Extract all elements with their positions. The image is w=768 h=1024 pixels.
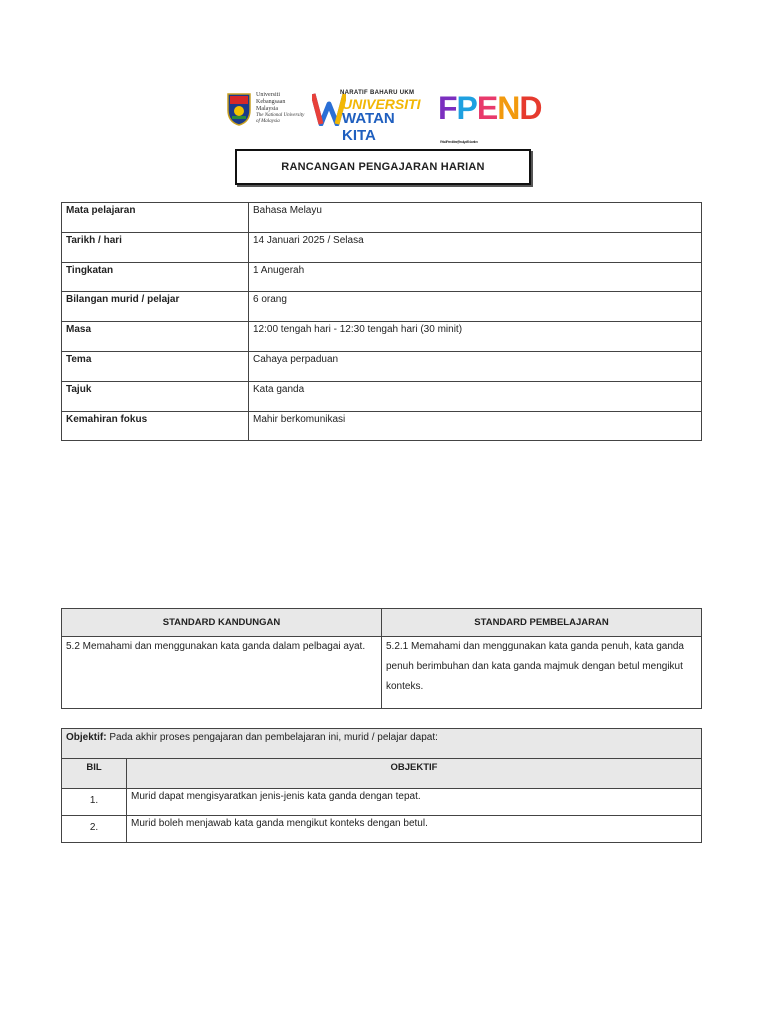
table-row: Tema Cahaya perpaduan <box>62 351 702 381</box>
watan-kita-text: WATAN KITA <box>342 110 395 144</box>
objectives-intro: Objektif: Pada akhir proses pengajaran dan pembelajaran ini, murid / pelajar dapat: <box>62 729 702 759</box>
lesson-info-table <box>61 202 702 441</box>
standard-pembelajaran-text: 5.2.1 Memahami dan menggunakan kata ganda penuh, kata ganda penuh berimbuhan dan kata ganda majmuk dengan betul mengikut konteks. <box>382 637 702 709</box>
table-row: Masa 12:00 tengah hari - 12:30 tengah hari (30 minit) <box>62 322 702 352</box>
table-row: 2. Murid boleh menjawab kata ganda mengikut konteks dengan betul. <box>62 816 702 843</box>
table-row: Mata pelajaran Bahasa Melayu <box>62 203 702 233</box>
standards-table <box>61 608 702 709</box>
ukm-wordmark: Universiti Kebangsaan Malaysia The National University of Malaysia <box>256 91 305 124</box>
header-standard-pembelajaran: STANDARD PEMBELAJARAN <box>382 609 702 637</box>
table-row: Kemahiran fokus Mahir berkomunikasi <box>62 411 702 441</box>
w-mark-icon <box>312 92 346 126</box>
table-row: 1. Murid dapat mengisyaratkan jenis-jenis kata ganda dengan tepat. <box>62 789 702 816</box>
watan-universiti: UNIVERSITI <box>342 96 421 112</box>
page-title: RANCANGAN PENGAJARAN HARIAN <box>235 149 531 185</box>
standard-kandungan-text: 5.2 Memahami dan menggunakan kata ganda dalam pelbagai ayat. <box>62 637 382 709</box>
header-bil: BIL <box>62 759 127 789</box>
objectives-table <box>61 728 702 843</box>
ukm-crest-icon <box>226 90 252 126</box>
header-logos <box>226 86 546 144</box>
table-row: Bilangan murid / pelajar 6 orang <box>62 292 702 322</box>
table-row: Tarikh / hari 14 Januari 2025 / Selasa <box>62 232 702 262</box>
table-row: Tingkatan 1 Anugerah <box>62 262 702 292</box>
table-row: Tajuk Kata ganda <box>62 381 702 411</box>
ukm-logo <box>226 90 306 126</box>
header-standard-kandungan: STANDARD KANDUNGAN <box>62 609 382 637</box>
fpend-subtitle: Fakulti Pendidikan | Faculty of Education <box>440 139 478 144</box>
fpend-logo: FPEND Fakulti Pendidikan | Faculty of Education <box>438 91 541 125</box>
header-objektif: OBJEKTIF <box>127 759 702 789</box>
watan-tagline: NARATIF BAHARU UKM <box>340 90 415 96</box>
watan-kita-logo <box>312 88 432 144</box>
